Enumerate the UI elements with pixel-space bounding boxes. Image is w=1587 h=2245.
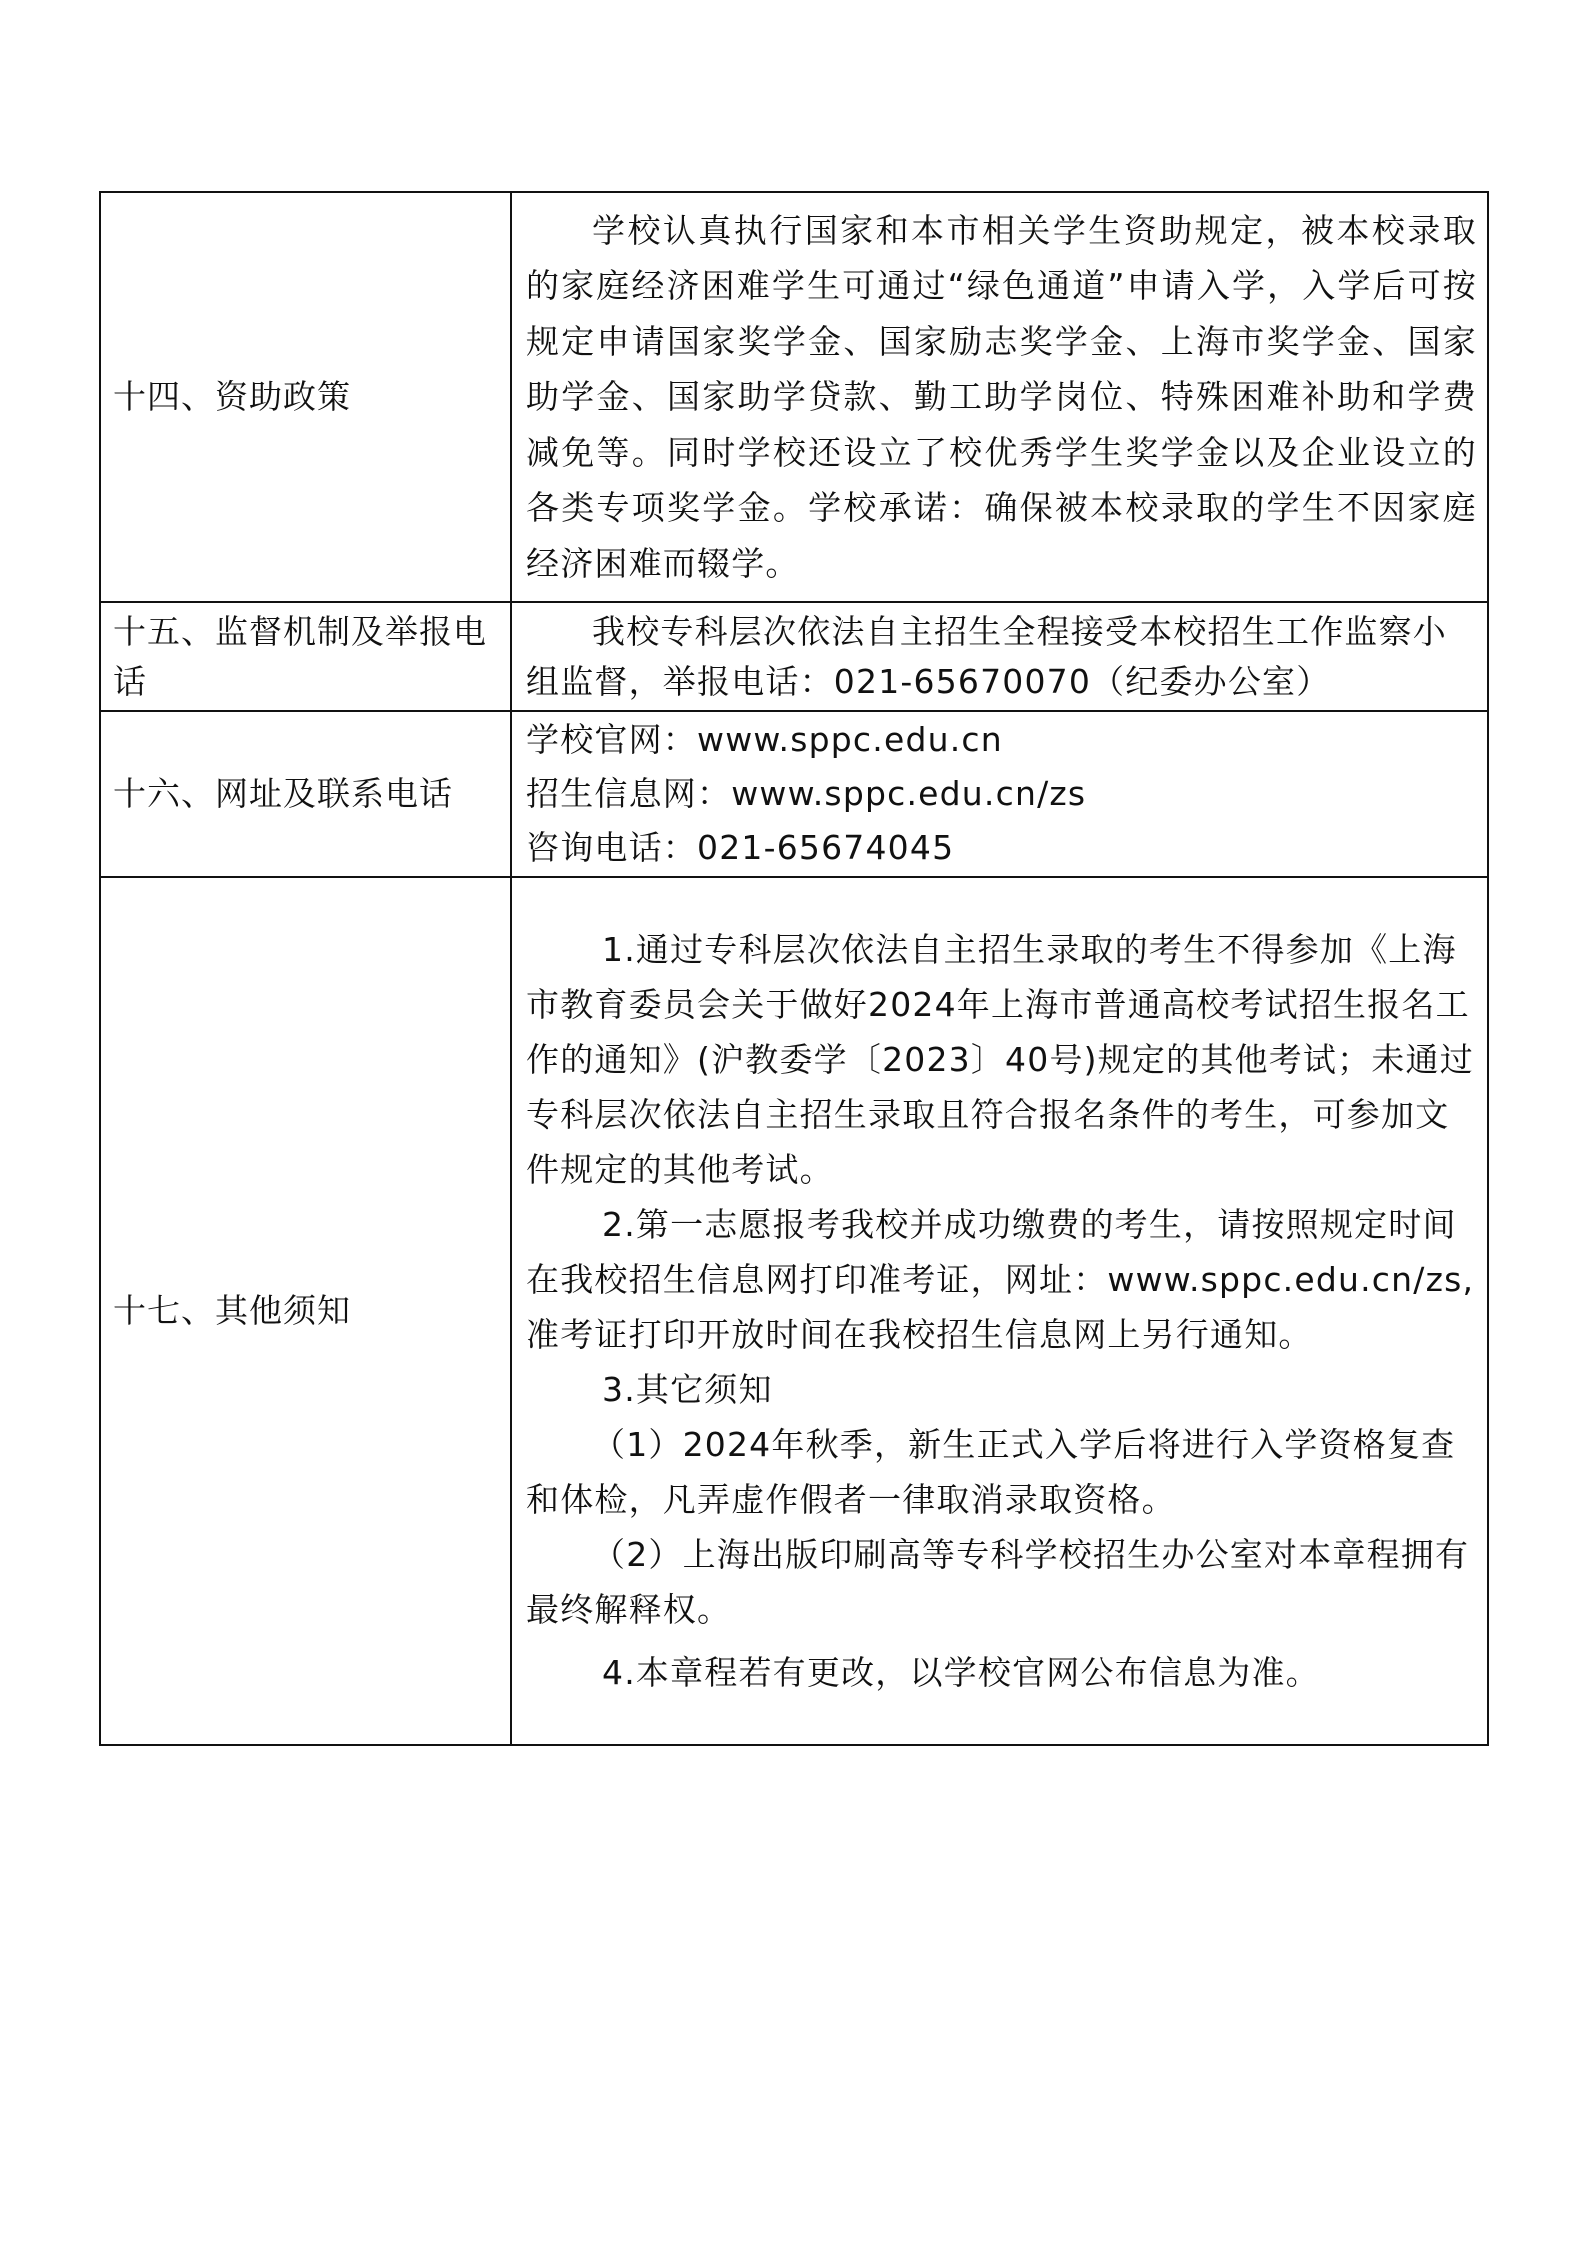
table-row [100, 602, 1488, 711]
row-content-cell [511, 602, 1488, 711]
row-label: 十五、监督机制及举报电话 [113, 611, 487, 701]
admission-site-line: 招生信息网：www.sppc.edu.cn/zs [526, 774, 1087, 813]
phone-line: 咨询电话：021-65674045 [526, 828, 955, 867]
table-row [100, 711, 1488, 877]
row-label: 十七、其他须知 [113, 1291, 351, 1330]
table-row [100, 877, 1488, 1745]
row-content-cell [511, 192, 1488, 602]
row-label-cell [100, 877, 511, 1745]
notice-subitem-2: （2）上海出版印刷高等专科学校招生办公室对本章程拥有最终解释权。 [526, 1535, 1470, 1629]
website-line: 学校官网：www.sppc.edu.cn [526, 720, 1003, 759]
notice-subitem-1: （1）2024年秋季，新生正式入学后将进行入学资格复查和体检，凡弄虚作假者一律取消录取资格。 [526, 1425, 1456, 1519]
content-paragraph: 学校认真执行国家和本市相关学生资助规定，被本校录取的家庭经济困难学生可通过“绿色通道”申请入学，入学后可按规定申请国家奖学金、国家励志奖学金、上海市奖学金、国家助学金、国家助学贷款、勤工助学岗位、特殊困难补助和学费减免等。同时学校还设立了校优秀学生奖学金以及企业设立的各类专项奖学金。学校承诺：确保被本校录取的学生不因家庭经济困难而辍学。 [526, 210, 1477, 583]
notice-item-4: 4.本章程若有更改，以学校官网公布信息为准。 [602, 1653, 1320, 1692]
row-label: 十六、网址及联系电话 [113, 774, 453, 813]
row-label-cell [100, 602, 511, 711]
row-label-cell [100, 711, 511, 877]
table-row [100, 192, 1488, 602]
notice-item-3: 3.其它须知 [602, 1370, 773, 1409]
info-table [99, 191, 1489, 1746]
row-content-cell [511, 877, 1488, 1745]
notice-item-1: 1.通过专科层次依法自主招生录取的考生不得参加《上海市教育委员会关于做好2024年上海市普通高校考试招生报名工作的通知》(沪教委学〔2023〕40号)规定的其他考试；未通过专科层次依法自主招生录取且符合报名条件的考生，可参加文件规定的其他考试。 [526, 930, 1474, 1189]
row-content-cell [511, 711, 1488, 877]
content-paragraph: 我校专科层次依法自主招生全程接受本校招生工作监察小组监督，举报电话：021-65670070（纪委办公室） [526, 611, 1447, 701]
row-label-cell [100, 192, 511, 602]
notice-item-2: 2.第一志愿报考我校并成功缴费的考生，请按照规定时间在我校招生信息网打印准考证，网址：www.sppc.edu.cn/zs,准考证打印开放时间在我校招生信息网上另行通知。 [526, 1205, 1475, 1354]
row-label: 十四、资助政策 [113, 377, 351, 416]
